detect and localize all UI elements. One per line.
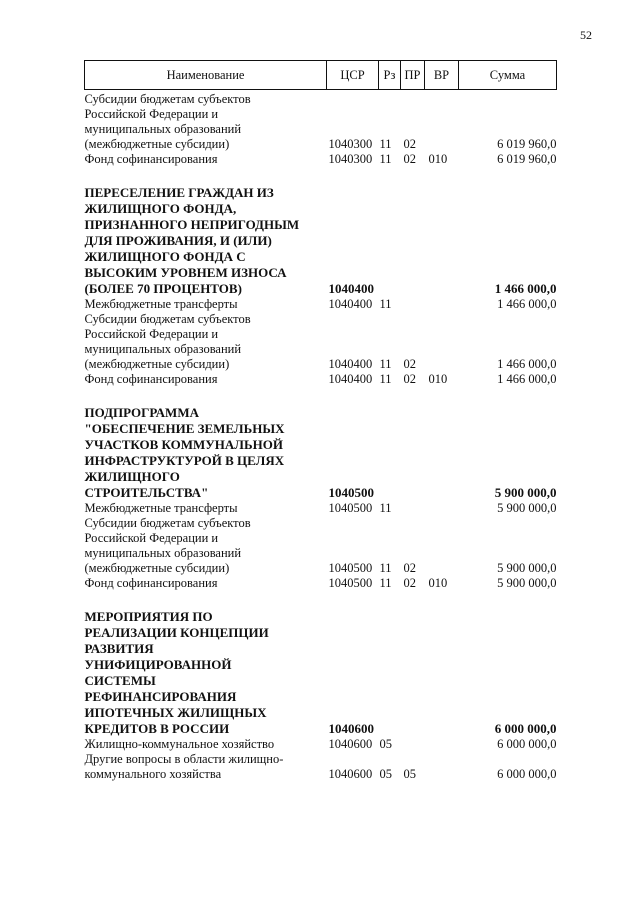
cell-name: Субсидии бюджетам субъектов Российской Федерации и муниципальных образований (межбюджетные субсидии): [84, 92, 251, 151]
table-row: [85, 576, 557, 591]
cell-vr: 010: [428, 152, 448, 166]
cell-rz: [379, 591, 401, 737]
cell-name: ПЕРЕСЕЛЕНИЕ ГРАЖДАН ИЗ ЖИЛИЩНОГО ФОНДА, ПРИЗНАННОГО НЕПРИГОДНЫМ ДЛЯ ПРОЖИВАНИЯ, И (ИЛИ) ЖИЛИЩНОГО ФОНДА С ВЫСОКИМ УРОВНЕМ ИЗНОСА (БОЛЕЕ 70 ПРОЦЕНТОВ): [84, 185, 300, 296]
cell-rz: 11: [379, 137, 392, 151]
cell-sum: 6 019 960,0: [497, 137, 557, 151]
table-row: [85, 516, 557, 576]
table-row: [85, 297, 557, 312]
table-row: [85, 372, 557, 387]
cell-rz: 11: [379, 152, 392, 166]
cell-pr: [401, 591, 425, 737]
header-pr: ПР: [401, 61, 425, 90]
cell-csr: 1040500: [328, 501, 373, 515]
cell-sum: 1 466 000,0: [497, 357, 557, 371]
cell-vr: [425, 591, 459, 737]
cell-rz: 11: [379, 501, 392, 515]
cell-vr: [425, 297, 459, 312]
cell-vr: [425, 501, 459, 516]
header-name: Наименование: [85, 61, 327, 90]
budget-table: [84, 60, 557, 782]
cell-rz: 11: [379, 357, 392, 371]
table-header: [85, 61, 557, 90]
section-row: [85, 387, 557, 501]
cell-name: Жилищно-коммунальное хозяйство: [84, 737, 275, 751]
cell-csr: 1040600: [328, 721, 374, 736]
cell-sum: 6 000 000,0: [497, 767, 557, 781]
cell-csr: 1040400: [328, 372, 373, 386]
cell-pr: 02: [403, 576, 416, 590]
cell-pr: [401, 501, 425, 516]
header-rz: Рз: [379, 61, 401, 90]
cell-csr: 1040500: [328, 576, 373, 590]
cell-name: Субсидии бюджетам субъектов Российской Федерации и муниципальных образований (межбюджетные субсидии): [84, 516, 251, 575]
cell-csr: 1040400: [328, 281, 374, 296]
cell-name: Фонд софинансирования: [84, 576, 218, 590]
cell-name: МЕРОПРИЯТИЯ ПО РЕАЛИЗАЦИИ КОНЦЕПЦИИ РАЗВИТИЯ УНИФИЦИРОВАННОЙ СИСТЕМЫ РЕФИНАНСИРОВАНИЯ ИПОТЕЧНЫХ ЖИЛИЩНЫХ КРЕДИТОВ В РОССИИ: [84, 609, 269, 736]
cell-csr: 1040600: [328, 767, 373, 781]
cell-vr: [425, 387, 459, 501]
cell-rz: 05: [379, 737, 392, 751]
cell-sum: 6 000 000,0: [494, 721, 557, 736]
page-number: 52: [580, 28, 592, 42]
cell-csr: 1040300: [328, 152, 373, 166]
header-csr: ЦСР: [327, 61, 379, 90]
section-row: [85, 167, 557, 297]
cell-pr: 02: [403, 357, 416, 371]
cell-name: Межбюджетные трансферты: [84, 297, 238, 311]
cell-vr: [425, 737, 459, 752]
cell-sum: 6 019 960,0: [497, 152, 557, 166]
cell-rz: 11: [379, 297, 392, 311]
cell-pr: 02: [403, 372, 416, 386]
cell-pr: [401, 297, 425, 312]
cell-sum: 5 900 000,0: [497, 501, 557, 515]
cell-name: Фонд софинансирования: [84, 372, 218, 386]
cell-sum: 1 466 000,0: [497, 372, 557, 386]
cell-pr: [401, 737, 425, 752]
header-sum: Сумма: [459, 61, 557, 90]
cell-csr: 1040400: [328, 357, 373, 371]
cell-name: Другие вопросы в области жилищно- коммунального хозяйства: [84, 752, 284, 781]
cell-csr: 1040500: [328, 561, 373, 575]
cell-vr: [425, 90, 459, 153]
cell-csr: 1040300: [328, 137, 373, 151]
cell-csr: 1040500: [328, 485, 374, 500]
cell-sum: 5 900 000,0: [494, 485, 557, 500]
cell-rz: 05: [379, 767, 392, 781]
table-row: [85, 501, 557, 516]
cell-name: Фонд софинансирования: [84, 152, 218, 166]
cell-pr: 02: [403, 561, 416, 575]
table-row: [85, 90, 557, 153]
table-row: [85, 152, 557, 167]
cell-csr: 1040600: [328, 737, 373, 751]
cell-vr: 010: [428, 576, 448, 590]
cell-pr: 02: [403, 137, 416, 151]
cell-sum: 1 466 000,0: [497, 297, 557, 311]
cell-name: ПОДПРОГРАММА "ОБЕСПЕЧЕНИЕ ЗЕМЕЛЬНЫХ УЧАСТКОВ КОММУНАЛЬНОЙ ИНФРАСТРУКТУРОЙ В ЦЕЛЯХ ЖИЛИЩНОГО СТРОИТЕЛЬСТВА": [84, 405, 285, 500]
cell-vr: [425, 516, 459, 576]
cell-vr: [425, 312, 459, 372]
cell-name: Субсидии бюджетам субъектов Российской Федерации и муниципальных образований (межбюджетные субсидии): [84, 312, 251, 371]
section-row: [85, 591, 557, 737]
cell-name: Межбюджетные трансферты: [84, 501, 238, 515]
cell-pr: [401, 167, 425, 297]
cell-rz: 11: [379, 561, 392, 575]
cell-vr: [425, 752, 459, 782]
cell-rz: [379, 167, 401, 297]
cell-pr: [401, 387, 425, 501]
cell-csr: 1040400: [328, 297, 373, 311]
cell-pr: 05: [403, 767, 416, 781]
header-vr: ВР: [425, 61, 459, 90]
cell-rz: [379, 387, 401, 501]
cell-vr: [425, 167, 459, 297]
table-row: [85, 312, 557, 372]
table-body: [85, 90, 557, 783]
cell-vr: 010: [428, 372, 448, 386]
cell-sum: 5 900 000,0: [497, 561, 557, 575]
cell-sum: 1 466 000,0: [494, 281, 557, 296]
table-row: [85, 737, 557, 752]
header-row: [85, 61, 557, 90]
cell-pr: 02: [403, 152, 416, 166]
cell-rz: 11: [379, 372, 392, 386]
cell-rz: 11: [379, 576, 392, 590]
cell-sum: 6 000 000,0: [497, 737, 557, 751]
table-row: [85, 752, 557, 782]
cell-sum: 5 900 000,0: [497, 576, 557, 590]
